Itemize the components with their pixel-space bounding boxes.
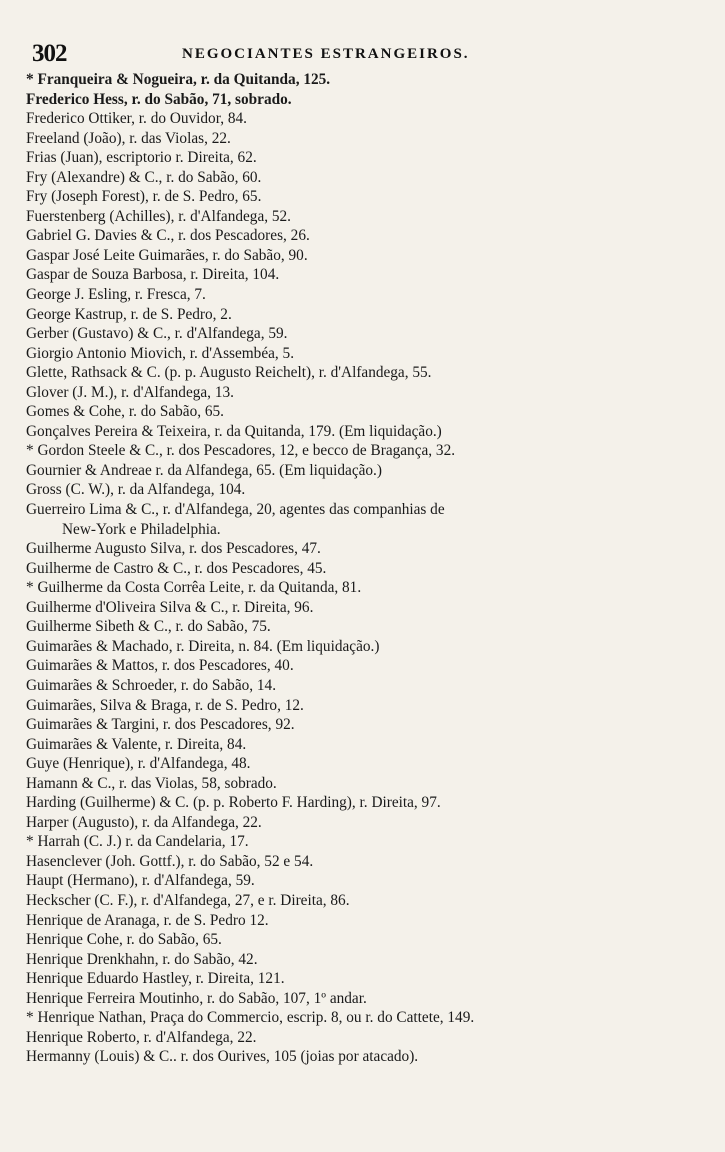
list-item: Harper (Augusto), r. da Alfandega, 22. xyxy=(26,813,262,831)
list-item: * Gordon Steele & C., r. dos Pescadores, 12, e becco de Bragança, 32. xyxy=(26,442,456,460)
list-item: * Harrah (C. J.) r. da Candelaria, 17. xyxy=(26,833,249,851)
list-item: Guilherme Sibeth & C., r. do Sabão, 75. xyxy=(26,618,271,636)
list-item: Henrique Cohe, r. do Sabão, 65. xyxy=(26,931,222,949)
list-item: Henrique Eduardo Hastley, r. Direita, 121. xyxy=(26,970,285,988)
list-item: Harding (Guilherme) & C. (p. p. Roberto F. Harding), r. Direita, 97. xyxy=(26,794,441,812)
list-item: Fry (Joseph Forest), r. de S. Pedro, 65. xyxy=(26,188,262,206)
list-item: * Henrique Nathan, Praça do Commercio, escrip. 8, ou r. do Cattete, 149. xyxy=(26,1009,475,1027)
list-item: Heckscher (C. F.), r. d'Alfandega, 27, e r. Direita, 86. xyxy=(26,891,350,909)
list-item: Haupt (Hermano), r. d'Alfandega, 59. xyxy=(26,872,255,890)
list-item: * Franqueira & Nogueira, r. da Quitanda, 125. xyxy=(26,71,331,88)
list-item: Guye (Henrique), r. d'Alfandega, 48. xyxy=(26,755,251,773)
page-number: 302 xyxy=(32,40,67,67)
list-item: * Guilherme da Costa Corrêa Leite, r. da Quitanda, 81. xyxy=(26,579,362,597)
list-item: Guimarães & Valente, r. Direita, 84. xyxy=(26,735,247,753)
directory-list xyxy=(26,70,706,1067)
list-item: Henrique de Aranaga, r. de S. Pedro 12. xyxy=(26,911,269,929)
list-item: Gomes & Cohe, r. do Sabão, 65. xyxy=(26,403,224,421)
list-item: Frederico Hess, r. do Sabão, 71, sobrado. xyxy=(26,90,292,108)
list-item: Gaspar José Leite Guimarães, r. do Sabão, 90. xyxy=(26,246,308,264)
page-header xyxy=(32,40,692,70)
list-item: Gross (C. W.), r. da Alfandega, 104. xyxy=(26,481,246,499)
list-item: Guilherme de Castro & C., r. dos Pescadores, 45. xyxy=(26,559,327,577)
list-item: Gonçalves Pereira & Teixeira, r. da Quitanda, 179. (Em liquidação.) xyxy=(26,422,442,440)
list-item: George Kastrup, r. de S. Pedro, 2. xyxy=(26,305,232,323)
list-item: Giorgio Antonio Miovich, r. d'Assembéa, 5. xyxy=(26,344,295,362)
list-item: Gabriel G. Davies & C., r. dos Pescadores, 26. xyxy=(26,227,310,245)
list-item: Guimarães, Silva & Braga, r. de S. Pedro, 12. xyxy=(26,696,304,714)
list-item: Guerreiro Lima & C., r. d'Alfandega, 20, agentes das companhias de New-York e Philadelphia. xyxy=(26,501,445,538)
list-item: Guimarães & Targini, r. dos Pescadores, 92. xyxy=(26,716,295,734)
list-item: Guimarães & Schroeder, r. do Sabão, 14. xyxy=(26,676,277,694)
list-item: Freeland (João), r. das Violas, 22. xyxy=(26,129,231,147)
list-item: Frederico Ottiker, r. do Ouvidor, 84. xyxy=(26,110,247,128)
list-item: Hasenclever (Joh. Gottf.), r. do Sabão, 52 e 54. xyxy=(26,852,314,870)
list-item: Gournier & Andreae r. da Alfandega, 65. (Em liquidação.) xyxy=(26,461,382,479)
list-item: Glover (J. M.), r. d'Alfandega, 13. xyxy=(26,383,234,401)
list-item: Hamann & C., r. das Violas, 58, sobrado. xyxy=(26,774,277,792)
list-item: Guilherme Augusto Silva, r. dos Pescadores, 47. xyxy=(26,540,321,558)
list-item: George J. Esling, r. Fresca, 7. xyxy=(26,286,206,304)
running-head: NEGOCIANTES ESTRANGEIROS. xyxy=(182,46,470,62)
list-item: Guimarães & Mattos, r. dos Pescadores, 40. xyxy=(26,657,294,675)
list-item: Fry (Alexandre) & C., r. do Sabão, 60. xyxy=(26,168,262,186)
list-item: Frias (Juan), escriptorio r. Direita, 62. xyxy=(26,149,257,167)
list-item: Gaspar de Souza Barbosa, r. Direita, 104. xyxy=(26,266,280,284)
list-item: Henrique Ferreira Moutinho, r. do Sabão, 107, 1º andar. xyxy=(26,989,367,1007)
list-item: Henrique Drenkhahn, r. do Sabão, 42. xyxy=(26,950,258,968)
list-item: Gerber (Gustavo) & C., r. d'Alfandega, 59. xyxy=(26,325,288,343)
list-item: Hermanny (Louis) & C.. r. dos Ourives, 105 (joias por atacado). xyxy=(26,1048,419,1066)
list-item: Henrique Roberto, r. d'Alfandega, 22. xyxy=(26,1028,257,1046)
list-item: Guimarães & Machado, r. Direita, n. 84. (Em liquidação.) xyxy=(26,637,380,655)
list-item: Guilherme d'Oliveira Silva & C., r. Direita, 96. xyxy=(26,598,314,616)
list-item: Fuerstenberg (Achilles), r. d'Alfandega, 52. xyxy=(26,207,291,225)
list-item: Glette, Rathsack & C. (p. p. Augusto Reichelt), r. d'Alfandega, 55. xyxy=(26,364,432,382)
